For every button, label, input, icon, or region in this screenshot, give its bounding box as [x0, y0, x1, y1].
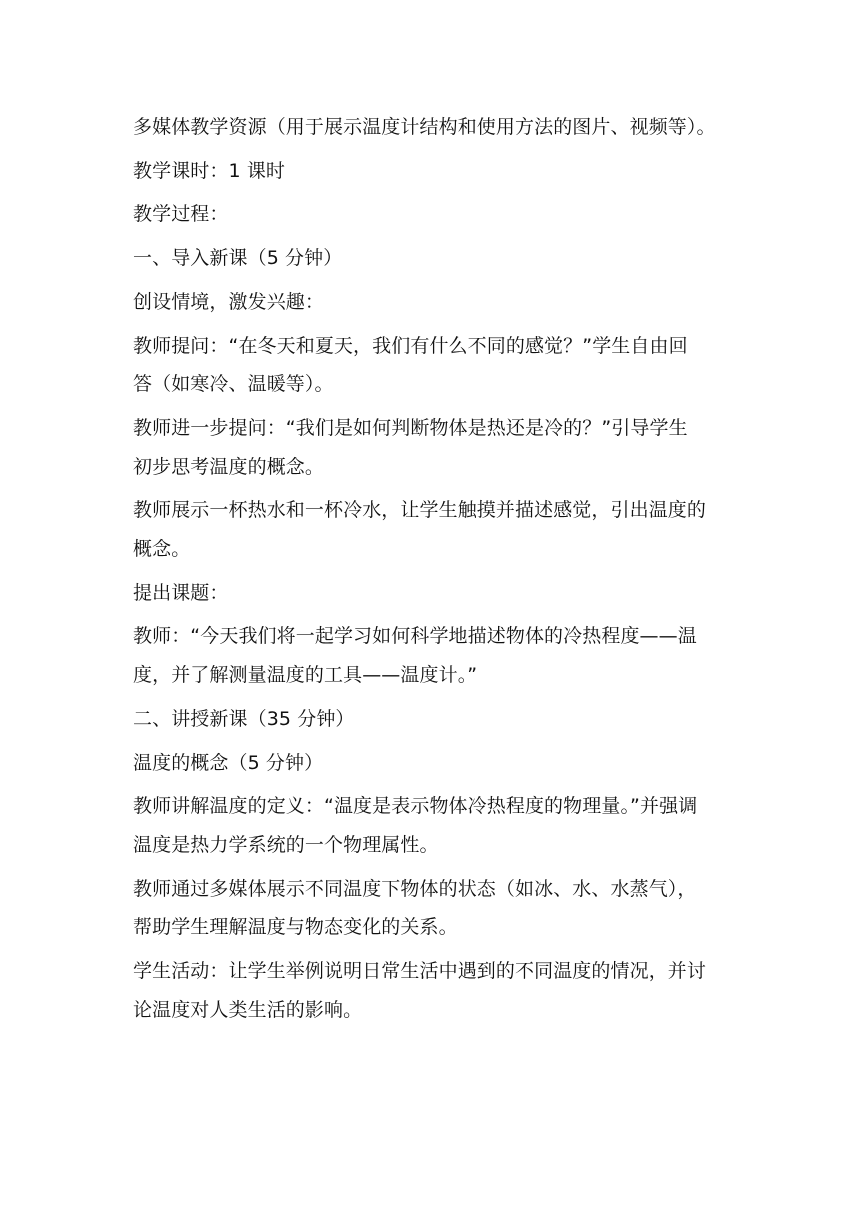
section-heading — [133, 700, 733, 739]
paragraph — [133, 870, 733, 947]
text-line: 温度是热力学系统的一个物理属性。 — [133, 833, 439, 856]
text-line: 学生活动：让学生举例说明日常生活中遇到的不同温度的情况，并讨 — [133, 960, 707, 983]
text-line: 多媒体教学资源（用于展示温度计结构和使用方法的图片、视频等）。 — [133, 116, 716, 138]
text-line: 一、导入新课（5 分钟） — [133, 247, 343, 270]
text-line: 教师提问：“在冬天和夏天，我们有什么不同的感觉？”学生自由回 — [133, 334, 688, 357]
paragraph — [133, 283, 733, 322]
paragraph — [133, 195, 733, 234]
text-line: 教师：“今天我们将一起学习如何科学地描述物体的冷热程度——温 — [133, 625, 697, 648]
text-line: 教学课时：1 课时 — [133, 159, 286, 182]
paragraph — [133, 952, 733, 1029]
text-line: 教师进一步提问：“我们是如何判断物体是热还是冷的？”引导学生 — [133, 416, 688, 439]
text-line: 概念。 — [133, 538, 191, 561]
text-line: 教师展示一杯热水和一杯冷水，让学生触摸并描述感觉，引出温度的 — [133, 499, 707, 522]
paragraph — [133, 409, 733, 486]
paragraph — [133, 574, 733, 613]
paragraph — [133, 327, 733, 404]
text-line: 度，并了解测量温度的工具——温度计。” — [133, 664, 478, 687]
document-body — [133, 108, 733, 1034]
paragraph — [133, 152, 733, 191]
paragraph — [133, 617, 733, 694]
text-line: 温度的概念（5 分钟） — [133, 751, 324, 774]
paragraph — [133, 744, 733, 783]
paragraph — [133, 491, 733, 568]
paragraph — [133, 787, 733, 864]
text-line: 教学过程： — [133, 203, 229, 226]
text-line: 论温度对人类生活的影响。 — [133, 998, 363, 1021]
text-line: 创设情境，激发兴趣： — [133, 290, 325, 313]
paragraph — [133, 108, 733, 147]
text-line: 教师讲解温度的定义：“温度是表示物体冷热程度的物理量。”并强调 — [133, 795, 698, 818]
text-line: 初步思考温度的概念。 — [133, 455, 325, 478]
section-heading — [133, 239, 733, 278]
text-line: 帮助学生理解温度与物态变化的关系。 — [133, 916, 458, 939]
text-line: 提出课题： — [133, 581, 229, 604]
text-line: 教师通过多媒体展示不同温度下物体的状态（如冰、水、水蒸气）， — [133, 877, 697, 900]
text-line: 答（如寒冷、温暖等）。 — [133, 373, 334, 396]
text-line: 二、讲授新课（35 分钟） — [133, 707, 355, 730]
